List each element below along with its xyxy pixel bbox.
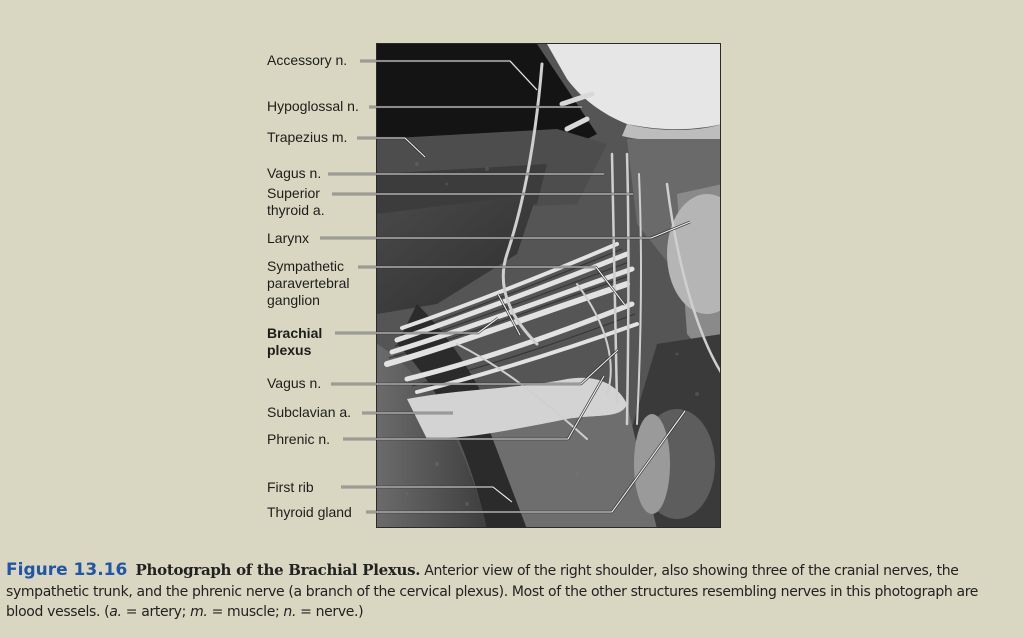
figure-title: Photograph of the Brachial Plexus. — [135, 561, 421, 579]
label-vagus-n-upper: Vagus n. — [267, 165, 322, 181]
label-vagus-n-lower: Vagus n. — [267, 375, 322, 391]
label-phrenic-n: Phrenic n. — [267, 431, 331, 447]
abbr-muscle: m. — [190, 604, 208, 620]
brachial-plexus-photograph — [376, 43, 721, 528]
label-first-rib: First rib — [267, 479, 314, 495]
label-brachial-plexus-line1: Brachial — [267, 325, 323, 341]
label-sympathetic-ganglion-line3: ganglion — [267, 292, 320, 308]
caption-body: Anterior view of the right shoulder, also showing three of the cranial nerves, the sympathetic trunk, and the phrenic nerve (a branch of the cervical plexus). Most of the other structures resembling nerves in this photograph are blood vessels. ( — [6, 563, 979, 620]
label-hypoglossal-n: Hypoglossal n. — [267, 98, 359, 114]
abbr-artery: a. — [109, 604, 122, 620]
label-sympathetic-ganglion-line2: paravertebral — [267, 275, 350, 291]
label-trapezius-m: Trapezius m. — [267, 129, 348, 145]
label-sympathetic-ganglion-line1: Sympathetic — [267, 258, 345, 274]
def-muscle: = muscle; — [207, 604, 284, 620]
label-thyroid-gland: Thyroid gland — [267, 504, 352, 520]
label-sympathetic-ganglion — [267, 258, 350, 309]
photo-illustration — [377, 44, 721, 528]
label-superior-thyroid-a-line2: thyroid a. — [267, 202, 325, 218]
label-subclavian-a: Subclavian a. — [267, 404, 352, 420]
def-nerve: = nerve.) — [296, 604, 364, 620]
label-brachial-plexus — [267, 325, 322, 359]
def-artery: = artery; — [121, 604, 191, 620]
label-brachial-plexus-line2: plexus — [267, 342, 312, 358]
label-accessory-n: Accessory n. — [267, 52, 348, 68]
abbr-nerve: n. — [283, 604, 297, 620]
figure-caption — [6, 560, 1016, 623]
figure-number: Figure 13.16 — [6, 560, 128, 580]
label-superior-thyroid-a — [267, 185, 325, 219]
label-superior-thyroid-a-line1: Superior — [267, 185, 320, 201]
label-larynx: Larynx — [267, 230, 310, 246]
